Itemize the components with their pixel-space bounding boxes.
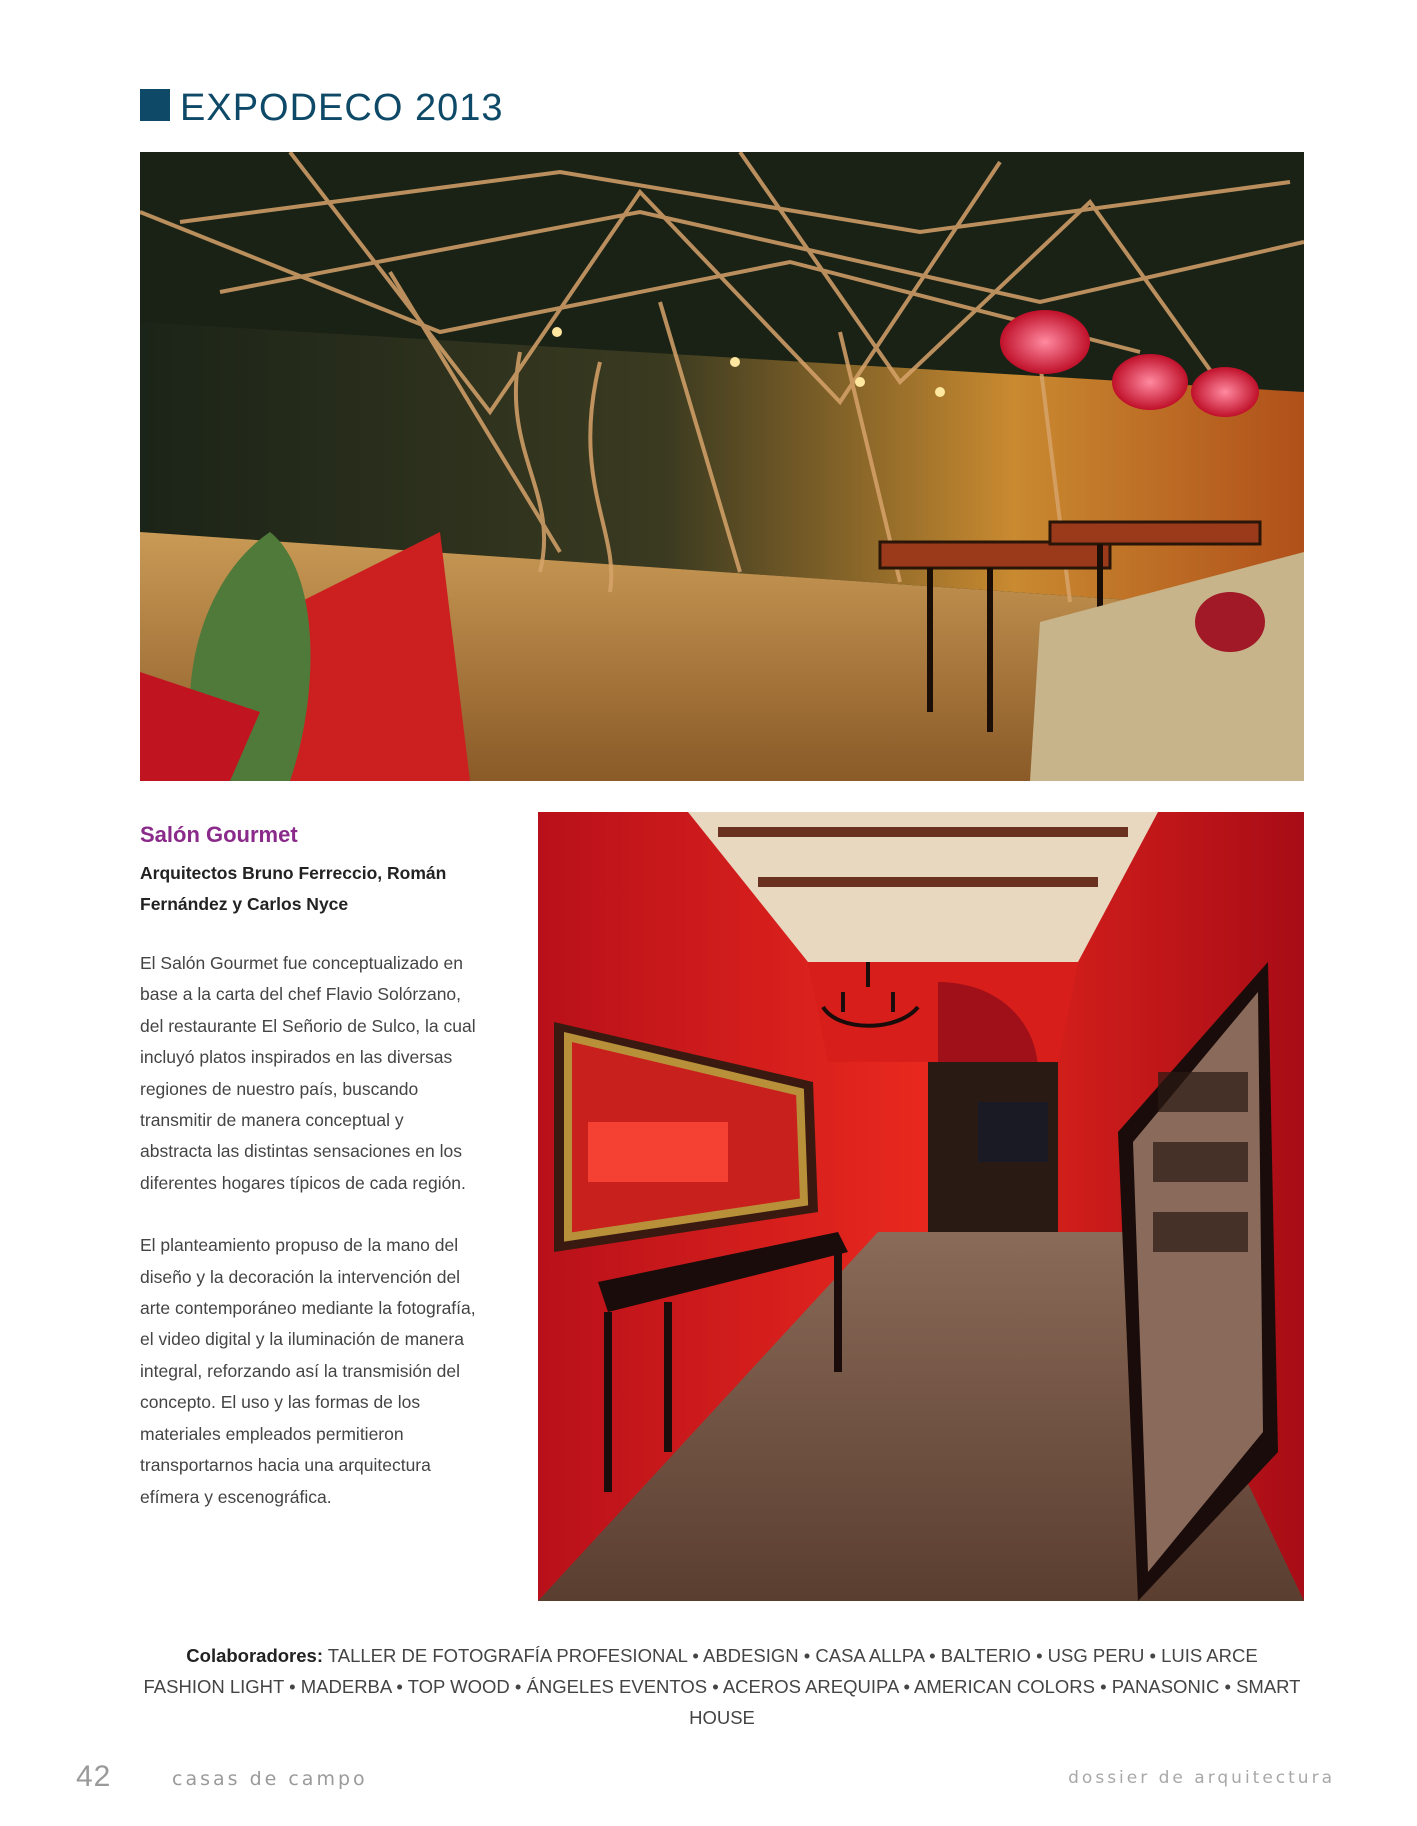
collaborators-line-1 [130, 1640, 1314, 1671]
article-paragraph: El planteamiento propuso de la mano del diseño y la decoración la intervención del arte contemporáneo mediante la fotografía, el video digital y la iluminación de manera integral, reforzando así la transmisión del concepto. El uso y las formas de los materiales empleados permitieron transportarnos hacia una arquitectura efímera y escenográfica. [140, 1235, 476, 1507]
page-number: 42 [76, 1760, 112, 1793]
article-text-column [140, 822, 480, 1544]
red-hallway-photo [538, 812, 1304, 1601]
magazine-name: casas de campo [172, 1768, 368, 1790]
section-title: EXPODECO 2013 [180, 87, 504, 129]
collaborators-credits [130, 1640, 1314, 1733]
collaborators-line-2: FASHION LIGHT • MADERBA • TOP WOOD • ÁNGELES EVENTOS • ACEROS AREQUIPA • AMERICAN COLORS • PANASONIC • SMART HOUSE [143, 1676, 1301, 1728]
article-credits: Arquitectos Bruno Ferreccio, Román Fernández y Carlos Nyce [140, 863, 447, 914]
section-name: dossier de arquitectura [1068, 1768, 1335, 1788]
collaborators-list-1: TALLER DE FOTOGRAFÍA PROFESIONAL • ABDESIGN • CASA ALLPA • BALTERIO • USG PERU • LUIS ARCE [323, 1645, 1258, 1666]
restaurant-interior-photo [140, 152, 1304, 781]
section-marker [140, 89, 170, 121]
collaborators-label: Colaboradores: [186, 1645, 323, 1666]
article-subheading: Salón Gourmet [140, 822, 298, 847]
article-paragraph: El Salón Gourmet fue conceptualizado en base a la carta del chef Flavio Solórzano, del restaurante El Señorio de Sulco, la cual incluyó platos inspirados en las diversas regiones de nuestro país, buscando transmitir de manera conceptual y abstracta las distintas sensaciones en los diferentes hogares típicos de cada región. [140, 953, 476, 1193]
